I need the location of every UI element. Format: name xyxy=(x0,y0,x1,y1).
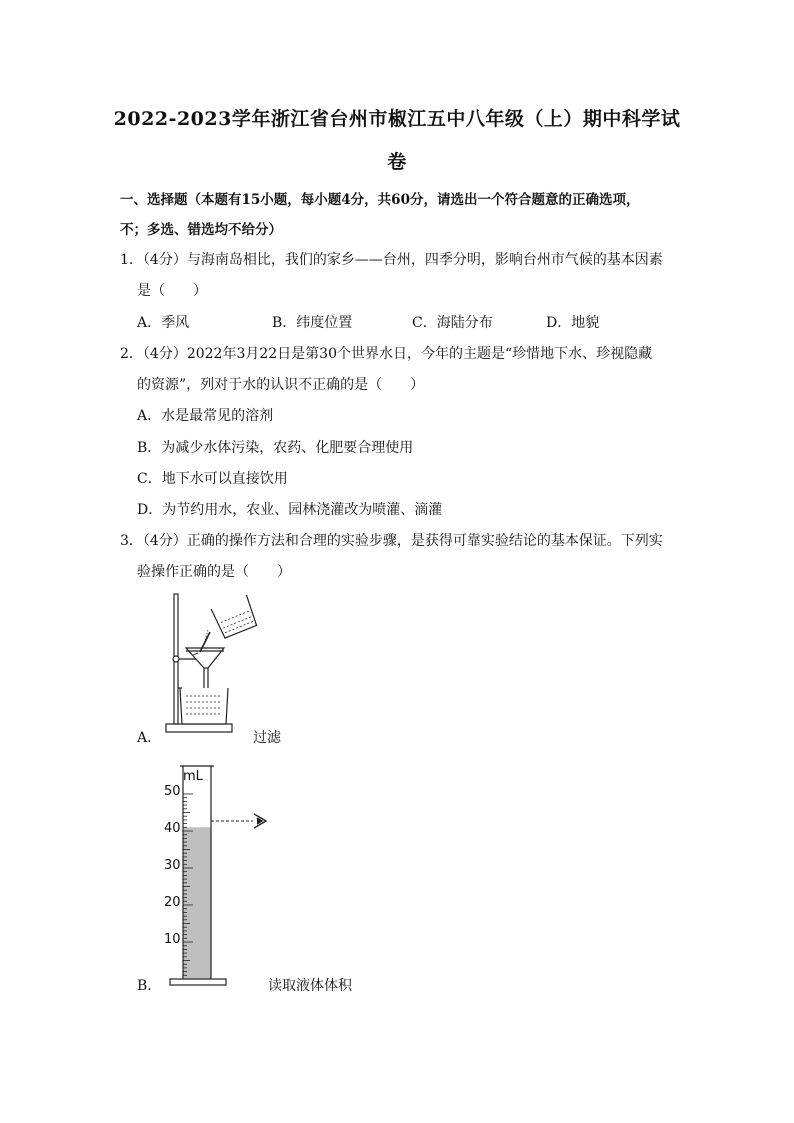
question-2-option-c: C．地下水可以直接饮用 xyxy=(137,471,288,487)
exam-title-line2: 卷 xyxy=(387,151,407,173)
question-1-line2: 是（ ） xyxy=(137,283,207,299)
question-1-option-c: C．海陆分布 xyxy=(412,315,493,331)
question-3-line1: 3．（4分）正确的操作方法和合理的实验步骤，是获得可靠实验结论的基本保证。下列实 xyxy=(120,533,663,549)
question-2-option-a: A．水是最常见的溶剂 xyxy=(137,408,274,424)
question-3-option-a-label: A． xyxy=(137,730,162,746)
question-1-option-b: B．纬度位置 xyxy=(272,315,353,331)
unit-label: mL xyxy=(183,769,203,784)
cylinder-base xyxy=(170,979,226,985)
tick-label-40: 40 xyxy=(164,821,181,836)
tick-label-30: 30 xyxy=(164,858,181,873)
eye-icon xyxy=(254,814,266,828)
question-2-option-b: B．为减少水体污染，农药、化肥要合理使用 xyxy=(137,440,414,456)
filtration-apparatus-figure xyxy=(160,592,260,740)
question-1-option-d: D．地貌 xyxy=(546,315,600,331)
tick-label-10: 10 xyxy=(164,932,181,947)
section-heading-line2: 不；多选、错选均不给分） xyxy=(120,222,282,238)
beaker-pouring xyxy=(211,595,258,639)
question-2-line2: 的资源”，列对于水的认识不正确的是（ ） xyxy=(137,377,425,393)
question-2-line1: 2．（4分）2022年3月22日是第30个世界水日，今年的主题是“珍惜地下水、珍视隐藏 xyxy=(120,346,653,362)
tick-label-50: 50 xyxy=(164,784,181,799)
liquid-column xyxy=(183,827,211,979)
iron-stand-base xyxy=(166,724,232,732)
exam-title-line1: 2022-2023学年浙江省台州市椒江五中八年级（上）期中科学试 xyxy=(113,108,681,130)
question-1-option-a: A．季风 xyxy=(137,315,190,331)
question-2-option-d: D．为节约用水，农业、园林浇灌改为喷灌、滴灌 xyxy=(137,502,443,518)
question-3-option-b-caption: 读取液体体积 xyxy=(268,978,352,994)
tick-label-20: 20 xyxy=(164,895,181,910)
graduated-cylinder-figure xyxy=(160,760,270,990)
question-3-line2: 验操作正确的是（ ） xyxy=(137,564,291,580)
question-3-option-b-label: B． xyxy=(137,978,162,994)
question-1-line1: 1．（4分）与海南岛相比，我们的家乡——台州，四季分明，影响台州市气候的基本因素 xyxy=(120,252,663,268)
section-heading-line1: 一、选择题（本题有15小题，每小题4分，共60分，请选出一个符合题意的正确选项， xyxy=(120,192,640,208)
beaker-receiving xyxy=(180,688,228,724)
question-3-option-a-caption: 过滤 xyxy=(253,730,281,746)
